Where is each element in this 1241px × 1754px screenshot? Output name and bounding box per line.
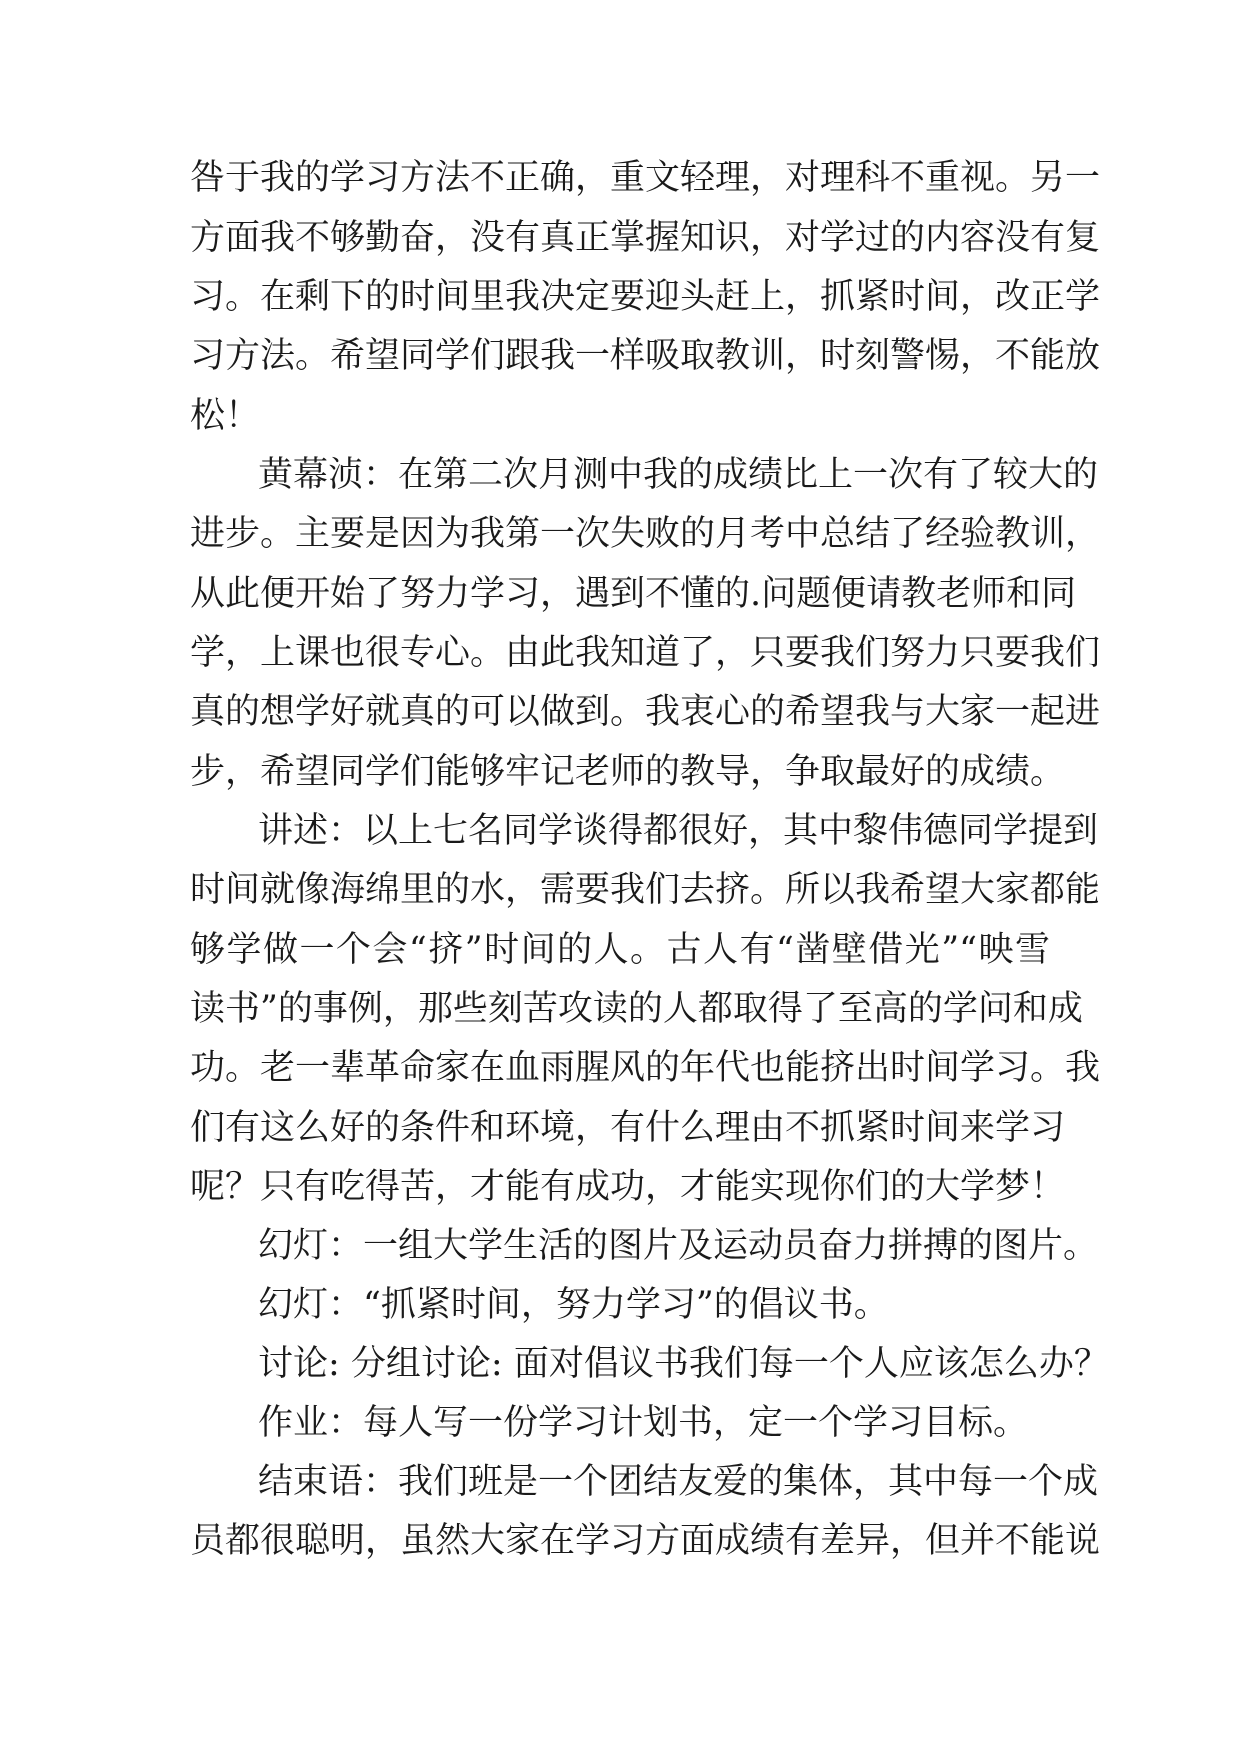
text-line: 功。老一辈革命家在血雨腥风的年代也能挤出时间学习。我 xyxy=(190,1048,1101,1088)
text-line: 读书”的事例，那些刻苦攻读的人都取得了至高的学问和成 xyxy=(190,989,1083,1029)
paragraph-start: 讲述：以上七名同学谈得都很好，其中黎伟德同学提到 xyxy=(258,811,1099,851)
text-line: 们有这么好的条件和环境，有什么理由不抓紧时间来学习 xyxy=(190,1108,1066,1148)
slide-note: 幻灯：一组大学生活的图片及运动员奋力拼搏的图片。 xyxy=(258,1226,1099,1266)
text-line: 真的想学好就真的可以做到。我衷心的希望我与大家一起进 xyxy=(190,692,1101,732)
text-line: 呢？只有吃得苦，才能有成功，才能实现你们的大学梦！ xyxy=(190,1167,1066,1207)
text-line: 从此便开始了努力学习，遇到不懂的.问题便请教老师和同 xyxy=(190,574,1077,614)
slide-note: 幻灯：“抓紧时间，努力学习”的倡议书。 xyxy=(258,1285,889,1325)
text-line: 咎于我的学习方法不正确，重文轻理，对理科不重视。另一 xyxy=(190,158,1101,198)
paragraph-start: 结束语：我们班是一个团结友爱的集体，其中每一个成 xyxy=(258,1462,1099,1502)
text-line: 松！ xyxy=(190,396,261,436)
homework-line: 作业：每人写一份学习计划书，定一个学习目标。 xyxy=(258,1403,1029,1443)
text-line: 方面我不够勤奋，没有真正掌握知识，对学过的内容没有复 xyxy=(190,218,1101,258)
text-line: 员都很聪明，虽然大家在学习方面成绩有差异，但并不能说 xyxy=(190,1521,1101,1561)
paragraph-start: 黄幕浈：在第二次月测中我的成绩比上一次有了较大的 xyxy=(258,455,1099,495)
text-line: 习。在剩下的时间里我决定要迎头赶上，抓紧时间，改正学 xyxy=(190,277,1101,317)
text-line: 进步。主要是因为我第一次失败的月考中总结了经验教训， xyxy=(190,514,1101,554)
text-line: 够学做一个会“挤”时间的人。古人有“凿壁借光”“映雪 xyxy=(190,930,1050,970)
text-line: 步，希望同学们能够牢记老师的教导，争取最好的成绩。 xyxy=(190,752,1066,792)
text-line: 学，上课也很专心。由此我知道了，只要我们努力只要我们 xyxy=(190,633,1101,673)
text-line: 时间就像海绵里的水，需要我们去挤。所以我希望大家都能 xyxy=(190,870,1101,910)
discussion-line: 讨论: 分组讨论: 面对倡议书我们每一个人应该怎么办？ xyxy=(258,1344,1109,1384)
text-line: 习方法。希望同学们跟我一样吸取教训，时刻警惕，不能放 xyxy=(190,336,1101,376)
